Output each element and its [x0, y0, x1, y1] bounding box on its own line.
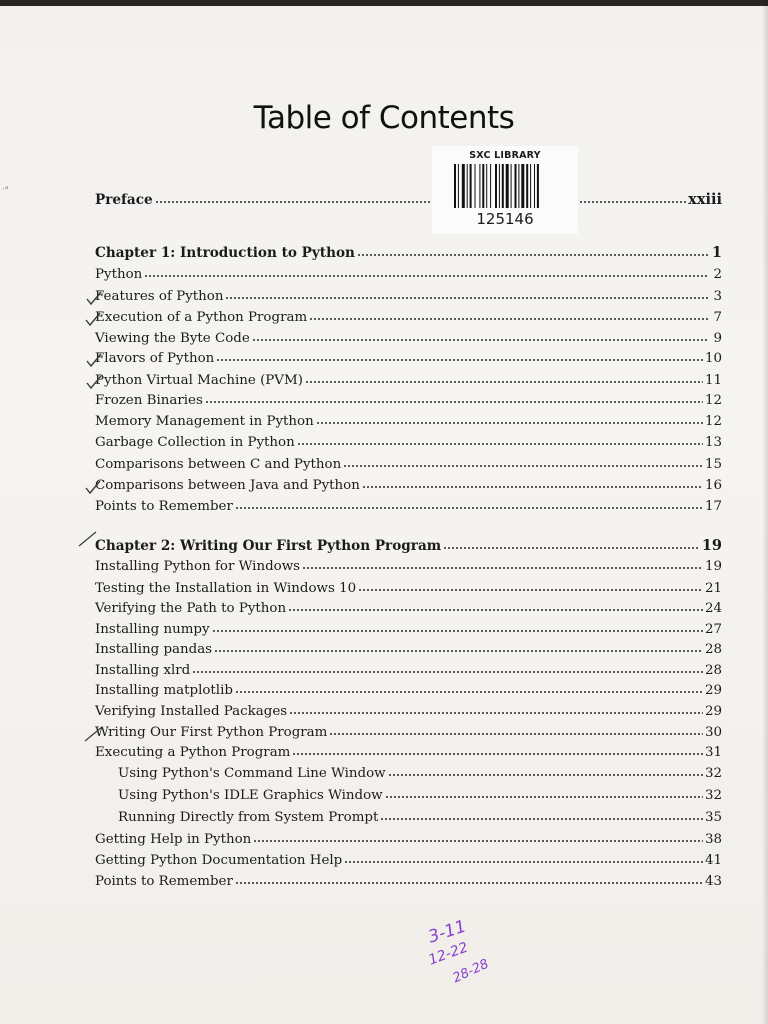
toc-entry: [95, 851, 722, 871]
toc-entry-title: Preface: [95, 192, 153, 208]
toc-entry-page: 29: [704, 704, 722, 719]
dot-leader: [252, 332, 708, 342]
toc-entry-page: 9: [713, 331, 722, 346]
dot-leader: [235, 684, 703, 694]
toc-entry-page: 12: [704, 414, 722, 429]
toc-entry: [95, 661, 722, 681]
toc-entry: [95, 329, 722, 349]
toc-entry-title: Installing numpy: [95, 622, 210, 637]
toc-entry-page: 13: [704, 435, 722, 450]
dot-leader: [235, 875, 703, 885]
toc-entry: [95, 723, 722, 743]
toc-entry-page: 21: [704, 581, 722, 596]
handwritten-page-note: [418, 916, 528, 1000]
dot-leader: [235, 500, 703, 510]
dot-leader: [289, 705, 703, 715]
toc-chapter-page: 19: [701, 537, 722, 554]
barcode-icon: [454, 164, 562, 208]
toc-entry-page: 15: [704, 457, 722, 472]
dot-leader: [216, 352, 703, 362]
dot-leader: [155, 194, 687, 204]
toc-entry-title: Testing the Installation in Windows 10: [95, 581, 357, 596]
toc-entry: [95, 349, 722, 369]
toc-subentry: [118, 808, 722, 828]
toc-entry: [95, 455, 722, 475]
toc-entry-page: 19: [704, 559, 722, 574]
toc-entry-page: 32: [704, 766, 722, 781]
toc-entry-page: 12: [704, 393, 722, 408]
toc-entry-page: 27: [704, 622, 722, 637]
toc-subentry: [118, 764, 722, 784]
toc-entry-title: Verifying the Path to Python: [95, 601, 287, 616]
toc-entry: [95, 579, 722, 599]
toc-entry-title: Python Virtual Machine (PVM): [95, 373, 303, 388]
toc-entry-title: Comparisons between C and Python: [95, 457, 342, 472]
pencil-checkmark-icon: [85, 351, 105, 371]
toc-entry-page: 32: [704, 788, 722, 803]
toc-chapter-title: Chapter 2: Writing Our First Python Program: [95, 538, 442, 554]
dot-leader: [385, 789, 703, 799]
toc-entry-title: Points to Remember: [95, 499, 233, 514]
dot-leader: [357, 247, 708, 257]
toc-entry-page: 28: [704, 642, 722, 657]
toc-entry-title: Installing pandas: [95, 642, 213, 657]
toc-entry-title: Comparisons between Java and Python: [95, 478, 360, 493]
toc-entry-title: Installing matplotlib: [95, 683, 233, 698]
toc-entry: [95, 830, 722, 850]
toc-entry-title: Garbage Collection in Python: [95, 435, 295, 450]
dot-leader: [288, 602, 703, 612]
toc-entry-title: Execution of a Python Program: [95, 310, 308, 325]
dot-leader: [358, 582, 703, 592]
library-label: SXC LIBRARY: [469, 150, 541, 161]
toc-entry-title: Executing a Python Program: [95, 745, 291, 760]
pencil-checkmark-icon: [85, 373, 105, 393]
dot-leader: [212, 623, 703, 633]
dot-leader: [144, 268, 708, 278]
dot-leader: [329, 726, 703, 736]
dot-leader: [443, 540, 700, 550]
toc-entry-page: 3: [713, 289, 722, 304]
toc-entry: [95, 599, 722, 619]
dot-leader: [292, 746, 703, 756]
toc-entry-title: Points to Remember: [95, 874, 233, 889]
dot-leader: [253, 833, 703, 843]
page-title: Table of Contents: [253, 100, 515, 136]
handwritten-note-line: 28-28: [450, 956, 492, 987]
handwritten-note-line: 12-22: [426, 939, 471, 969]
toc-entry-page: xxiii: [688, 191, 722, 208]
toc-entry-title: Frozen Binaries: [95, 393, 203, 408]
toc-entry: [95, 391, 722, 411]
toc-entry-title: Installing Python for Windows: [95, 559, 301, 574]
toc-entry-page: 31: [704, 745, 722, 760]
toc-entry-title: Features of Python: [95, 289, 224, 304]
toc-entry-title: Verifying Installed Packages: [95, 704, 288, 719]
toc-entry-page: 17: [704, 499, 722, 514]
toc-chapter-page: 1: [711, 244, 722, 261]
toc-entry: [95, 743, 722, 763]
toc-entry-page: 38: [704, 832, 722, 847]
pencil-checkmark-icon: [84, 478, 104, 498]
toc-entry-page: 24: [704, 601, 722, 616]
toc-entry-title: Viewing the Byte Code: [95, 331, 250, 346]
toc-entry-page: 30: [704, 725, 722, 740]
toc-chapter-1-heading: [95, 243, 722, 263]
pencil-checkmark-icon: [84, 310, 104, 330]
toc-entry: [95, 681, 722, 701]
toc-entry: [95, 433, 722, 453]
page-edge-shadow: [762, 0, 768, 1024]
toc-entry-title: Writing Our First Python Program: [95, 725, 328, 740]
toc-entry-page: 7: [713, 310, 722, 325]
barcode-number: 125146: [476, 210, 534, 228]
toc-entry-page: 29: [704, 683, 722, 698]
dot-leader: [214, 643, 703, 653]
dot-leader: [309, 311, 708, 321]
dot-leader: [302, 560, 703, 570]
page-top-edge: [0, 0, 768, 6]
toc-entry: [95, 476, 722, 496]
pencil-checkmark-icon: [85, 289, 105, 309]
dot-leader: [305, 374, 703, 384]
toc-entry-title: Getting Help in Python: [95, 832, 252, 847]
dot-leader: [297, 436, 703, 446]
toc-entry-title: Installing xlrd: [95, 663, 191, 678]
pencil-slash-mark-icon: [78, 528, 98, 548]
toc-entry-title: Getting Python Documentation Help: [95, 853, 343, 868]
toc-entry-page: 41: [704, 853, 722, 868]
toc-entry-title: Python: [95, 267, 143, 282]
toc-entry-page: 11: [704, 373, 722, 388]
toc-entry-title: Memory Management in Python: [95, 414, 314, 429]
dot-leader: [344, 854, 703, 864]
toc-entry-title: Using Python's Command Line Window: [118, 766, 386, 781]
toc-entry-title: Using Python's IDLE Graphics Window: [118, 788, 383, 803]
toc-entry: [95, 497, 722, 517]
toc-entry: [95, 872, 722, 892]
library-barcode-sticker: [432, 146, 578, 234]
dot-leader: [380, 811, 703, 821]
pencil-slash-mark-icon: [84, 723, 104, 743]
dot-leader: [343, 458, 703, 468]
toc-entry-page: 43: [704, 874, 722, 889]
toc-entry: [95, 412, 722, 432]
toc-chapter-2-heading: [95, 536, 722, 556]
toc-entry-page: 10: [704, 351, 722, 366]
toc-entry: [95, 308, 722, 328]
margin-mark: ·ᵃ: [2, 185, 9, 195]
toc-preface-row: [95, 190, 722, 210]
handwritten-note-line: 3-11: [425, 916, 469, 948]
toc-entry: [95, 371, 722, 391]
toc-entry-page: 35: [704, 810, 722, 825]
toc-entry: [95, 265, 722, 285]
dot-leader: [205, 394, 703, 404]
dot-leader: [388, 767, 703, 777]
toc-chapter-title: Chapter 1: Introduction to Python: [95, 245, 355, 261]
toc-entry-title: Running Directly from System Prompt: [118, 810, 379, 825]
toc-subentry: [118, 786, 722, 806]
toc-entry-page: 16: [704, 478, 722, 493]
toc-entry: [95, 287, 722, 307]
dot-leader: [225, 290, 708, 300]
dot-leader: [316, 415, 703, 425]
dot-leader: [192, 664, 703, 674]
toc-entry: [95, 557, 722, 577]
toc-entry-page: 2: [713, 267, 722, 282]
toc-entry-title: Flavors of Python: [95, 351, 215, 366]
toc-entry-page: 28: [704, 663, 722, 678]
toc-entry: [95, 620, 722, 640]
toc-entry: [95, 702, 722, 722]
toc-entry: [95, 640, 722, 660]
dot-leader: [362, 479, 703, 489]
